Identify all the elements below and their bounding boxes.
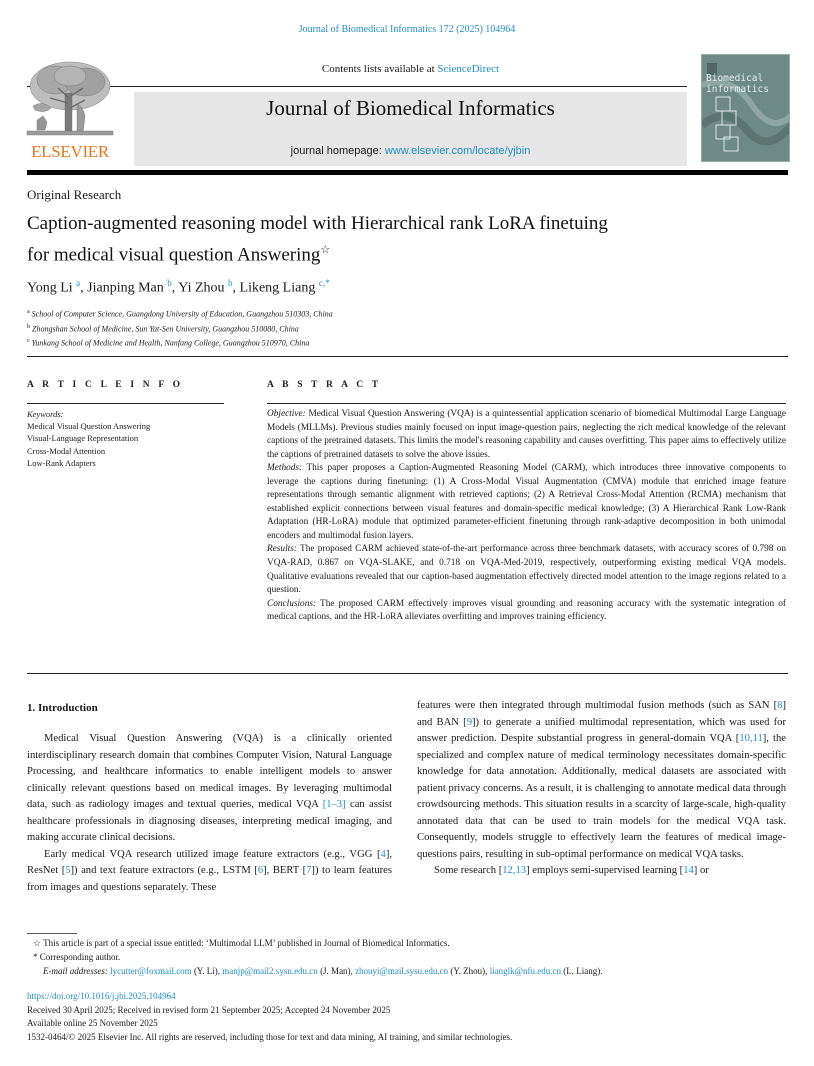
asterisk-icon: * [33, 952, 38, 962]
text: features were then integrated through multimodal fusion methods (such as SAN [ [417, 700, 778, 711]
abstract-text: This paper proposes a Caption-Augmented Reasoning Model (CARM), which introduces three innovative components to leverage the captions during finetuning: (1) A Cross-Modal Visual Augmentation (CMVA) module that enriched image feature representations through semantic alignment with retrieved captions; (2) A Retrieval Cross-Modal Attention (RCMA) mechanism that established explicit connections between visual features and domain-specific medical knowledge; (3) A Hierarchical Rank Low-Rank Adaptation (HR-LoRA) module that optimized parameter-efficient finetuning through rank-adaptive decomposition in both unimodal encoders and multimodal fusion layers. [267, 463, 786, 541]
email-owner: (J. Man), [317, 966, 356, 976]
text: ], BERT [ [263, 865, 307, 876]
intro-paragraph [417, 863, 786, 880]
copyright: 1532-0464/© 2025 Elsevier Inc. All rights are reserved, including those for text and data mining, AI training, and similar technologies. [27, 1031, 513, 1042]
text: ] employs semi-supervised learning [ [526, 865, 684, 876]
text: ]) to learn features from images and questions separately. These [27, 865, 392, 893]
contents-prefix: Contents lists available at [321, 63, 438, 75]
article-info-rule [27, 403, 224, 404]
affiliation [27, 306, 333, 321]
author-list [27, 278, 330, 297]
text: ] or [693, 865, 709, 876]
article-title [27, 211, 727, 268]
abstract-methods [267, 462, 786, 543]
affiliations [27, 306, 333, 350]
elsevier-wordmark: ELSEVIER [31, 142, 109, 161]
abstract-text: The proposed CARM achieved state-of-the-art performance across three benchmark datasets, with accuracy scores of 0.798 on VQA-RAD, 0.867 on VQA-SLAKE, and 0.718 on VQA-Med-2019, respectively, outperforming existing medical VQA models. Qualitative evaluations revealed that our caption-based augmentation effectively directed model attention to the image regions related to a question. [267, 544, 786, 596]
citation-link[interactable]: 10,11 [739, 733, 763, 744]
footnote-special-issue [33, 936, 793, 950]
text: ], the specialized and complex nature of medical terminology necessitates domain-specific knowledge for data annotation. Additionally, medical datasets are associated with patient privacy concerns. As a result, it is challenging to annotate medical data through crowdsourcing methods. This situation results in a scarcity of large-scale, high-quality annotated data that can be used to train models for the medical VQA task. Consequently, models struggle to effectively learn the features of medical image-questions pairs, resulting in sub-optimal performance on medical VQA tasks. [417, 733, 786, 860]
abstract-body [267, 408, 786, 625]
abstract-label: Results: [267, 544, 297, 555]
text: Some research [ [434, 865, 503, 876]
contents-line [134, 63, 687, 75]
intro-paragraph [417, 698, 786, 863]
affil-text: School of Computer Science, Guangdong University of Education, Guangzhou 510303, China [31, 309, 333, 319]
author[interactable]: Jianping Man [87, 280, 164, 296]
citation-link[interactable]: 4 [380, 848, 386, 860]
text: Medical Visual Question Answering (VQA) is a clinically oriented interdisciplinary research domain that combines Computer Vision, Natural Language Processing, and healthcare informatics to enable intelligent models to answer clinically relevant questions based on medical images. By leveraging multimodal data, such as radiology images and textual queries, medical VQA [27, 733, 392, 810]
abstract-heading: A B S T R A C T [267, 380, 382, 390]
email-owner: (L. Liang). [560, 966, 603, 976]
email-link[interactable]: lianglk@nfu.edu.cn [489, 966, 561, 976]
abstract-label: Methods: [267, 463, 303, 474]
intro-right-column [417, 698, 786, 880]
sciencedirect-link[interactable]: ScienceDirect [437, 63, 500, 75]
affil-mark: b [27, 323, 30, 330]
citation-link[interactable]: 5 [65, 865, 71, 876]
elsevier-logo[interactable] [25, 58, 115, 162]
footnotes [33, 936, 793, 978]
author-affil-mark[interactable]: b [228, 278, 233, 288]
footnote-text: This article is part of a special issue entitled: ‘Multimodal LLM’ published in Journal of Biomedical Informatics. [43, 938, 450, 948]
keyword: Cross-Modal Attention [27, 445, 106, 456]
cover-title-line2: informatics [706, 84, 769, 95]
abstract-label: Objective: [267, 409, 306, 419]
text: ] and BAN [ [417, 700, 786, 728]
title-star-icon[interactable]: ☆ [320, 244, 331, 256]
affiliation [27, 335, 333, 350]
citation-link[interactable]: 8 [777, 700, 783, 711]
citation-link[interactable]: [1–3] [322, 799, 346, 810]
author-sep: , [232, 280, 240, 296]
cover-art-icon [702, 55, 789, 161]
affiliation [27, 321, 333, 336]
header-thick-rule [27, 170, 788, 175]
abstract-results [267, 543, 786, 597]
homepage-link[interactable]: www.elsevier.com/locate/yjbin [384, 145, 531, 157]
author[interactable]: Yi Zhou [178, 280, 225, 296]
keyword: Medical Visual Question Answering [27, 421, 151, 432]
affil-mark: c [27, 338, 30, 345]
article-type: Original Research [27, 187, 122, 202]
email-label: E-mail addresses: [43, 966, 108, 976]
keyword: Visual-Language Representation [27, 433, 139, 444]
citation-link[interactable]: 6 [257, 865, 264, 876]
keywords-label: Keywords: [27, 409, 64, 419]
email-link[interactable]: lycutter@foxmail.com [110, 966, 192, 976]
affil-text: Yunkang School of Medicine and Health, Nanfang College, Guangzhou 510970, China [31, 338, 310, 348]
introduction-heading: 1. Introduction [27, 702, 98, 714]
author-affil-mark[interactable]: b [167, 278, 172, 288]
cover-title-line1: Biomedical [706, 73, 764, 84]
doi-link[interactable]: https://doi.org/10.1016/j.jbi.2025.104964 [27, 991, 176, 1001]
footnote-text: Corresponding author. [39, 952, 121, 962]
author-sep: , [171, 280, 179, 296]
journal-reference[interactable]: Journal of Biomedical Informatics 172 (2025) 104964 [298, 24, 516, 35]
tree-icon [25, 58, 115, 138]
publication-info [27, 990, 787, 1044]
section-rule [27, 673, 788, 674]
cover-title [706, 73, 769, 95]
citation-link[interactable]: 12,13 [502, 865, 527, 876]
citation-link[interactable]: 9 [466, 716, 472, 728]
citation-link[interactable]: 14 [683, 865, 694, 876]
homepage-prefix: journal homepage: [290, 145, 385, 157]
author[interactable]: Yong Li [27, 280, 73, 296]
affil-text: Zhongshan School of Medicine, Sun Yat-Sen University, Guangzhou 510080, China [32, 324, 299, 334]
text: ]) to generate a unified multimodal representation, which was used for answer prediction. Despite substantial progress in general-domain VQA [ [417, 716, 786, 744]
author-affil-mark[interactable]: a [76, 278, 81, 288]
citation-link[interactable]: 7 [306, 865, 312, 876]
intro-paragraph [27, 847, 392, 897]
title-line2-text: for medical visual question Answering [27, 244, 321, 266]
title-line1: Caption-augmented reasoning model with Hierarchical rank LoRA finetuing [27, 213, 608, 234]
footnote-corresponding [33, 950, 793, 964]
abstract-objective [267, 408, 786, 462]
journal-title: Journal of Biomedical Informatics [266, 96, 555, 120]
email-owner: (Y. Li), [191, 966, 223, 976]
section-rule [27, 356, 788, 357]
author[interactable]: Likeng Liang [239, 280, 316, 296]
text: can assist healthcare professionals in diagnosing diseases, interpreting medical imaging, and making accurate clinical decisions. [27, 799, 392, 843]
article-info-heading: A R T I C L E I N F O [27, 380, 184, 390]
header-rule [27, 86, 687, 87]
text: ]) and text feature extractors (e.g., LSTM [ [70, 865, 258, 876]
journal-cover[interactable] [701, 54, 790, 162]
received-dates: Received 30 April 2025; Received in revised form 21 September 2025; Accepted 24 November 2025 [27, 1004, 391, 1015]
author-sep: , [80, 280, 88, 296]
intro-paragraph [27, 731, 392, 847]
star-icon: ☆ [33, 938, 42, 948]
intro-left-column [27, 731, 392, 896]
keyword: Low-Rank Adapters [27, 457, 96, 468]
email-link[interactable]: zhouyi@mail.sysu.edu.cn [355, 966, 449, 976]
title-line2 [27, 237, 727, 268]
text: Early medical VQA research utilized image feature extractors (e.g., VGG [ [44, 848, 381, 860]
keywords-block [27, 408, 227, 469]
author-affil-mark[interactable]: c,* [318, 278, 330, 288]
footnote-rule [27, 933, 77, 934]
homepage-line [134, 145, 687, 157]
abstract-text: Medical Visual Question Answering (VQA) is a quintessential application scenario of biomedical Multimodal Large Language Models (MLLMs). Previous studies mainly focused on input image-question pairs, neglecting the rich medical knowledge of the relevant captions of the pretrained datasets. This limits the model's reasoning capability and causes overfitting. This paper aims to effectively utilize the captions of pretrained datasets to solve the above issues. [267, 409, 786, 460]
abstract-conclusions [267, 598, 786, 625]
affil-mark: a [27, 309, 30, 315]
email-link[interactable]: manjp@mail2.sysu.edu.cn [222, 966, 318, 976]
available-online: Available online 25 November 2025 [27, 1018, 158, 1028]
abstract-text: The proposed CARM effectively improves visual grounding and reasoning accuracy with the systematic integration of medical captions, and the HR-LoRA alleviates overfitting and improves training efficiency. [267, 598, 786, 623]
abstract-label: Conclusions: [267, 598, 317, 609]
abstract-rule [267, 403, 786, 404]
text: ], ResNet [ [27, 848, 392, 876]
email-owner: (Y. Zhou), [448, 966, 490, 976]
footnote-emails [33, 964, 793, 978]
